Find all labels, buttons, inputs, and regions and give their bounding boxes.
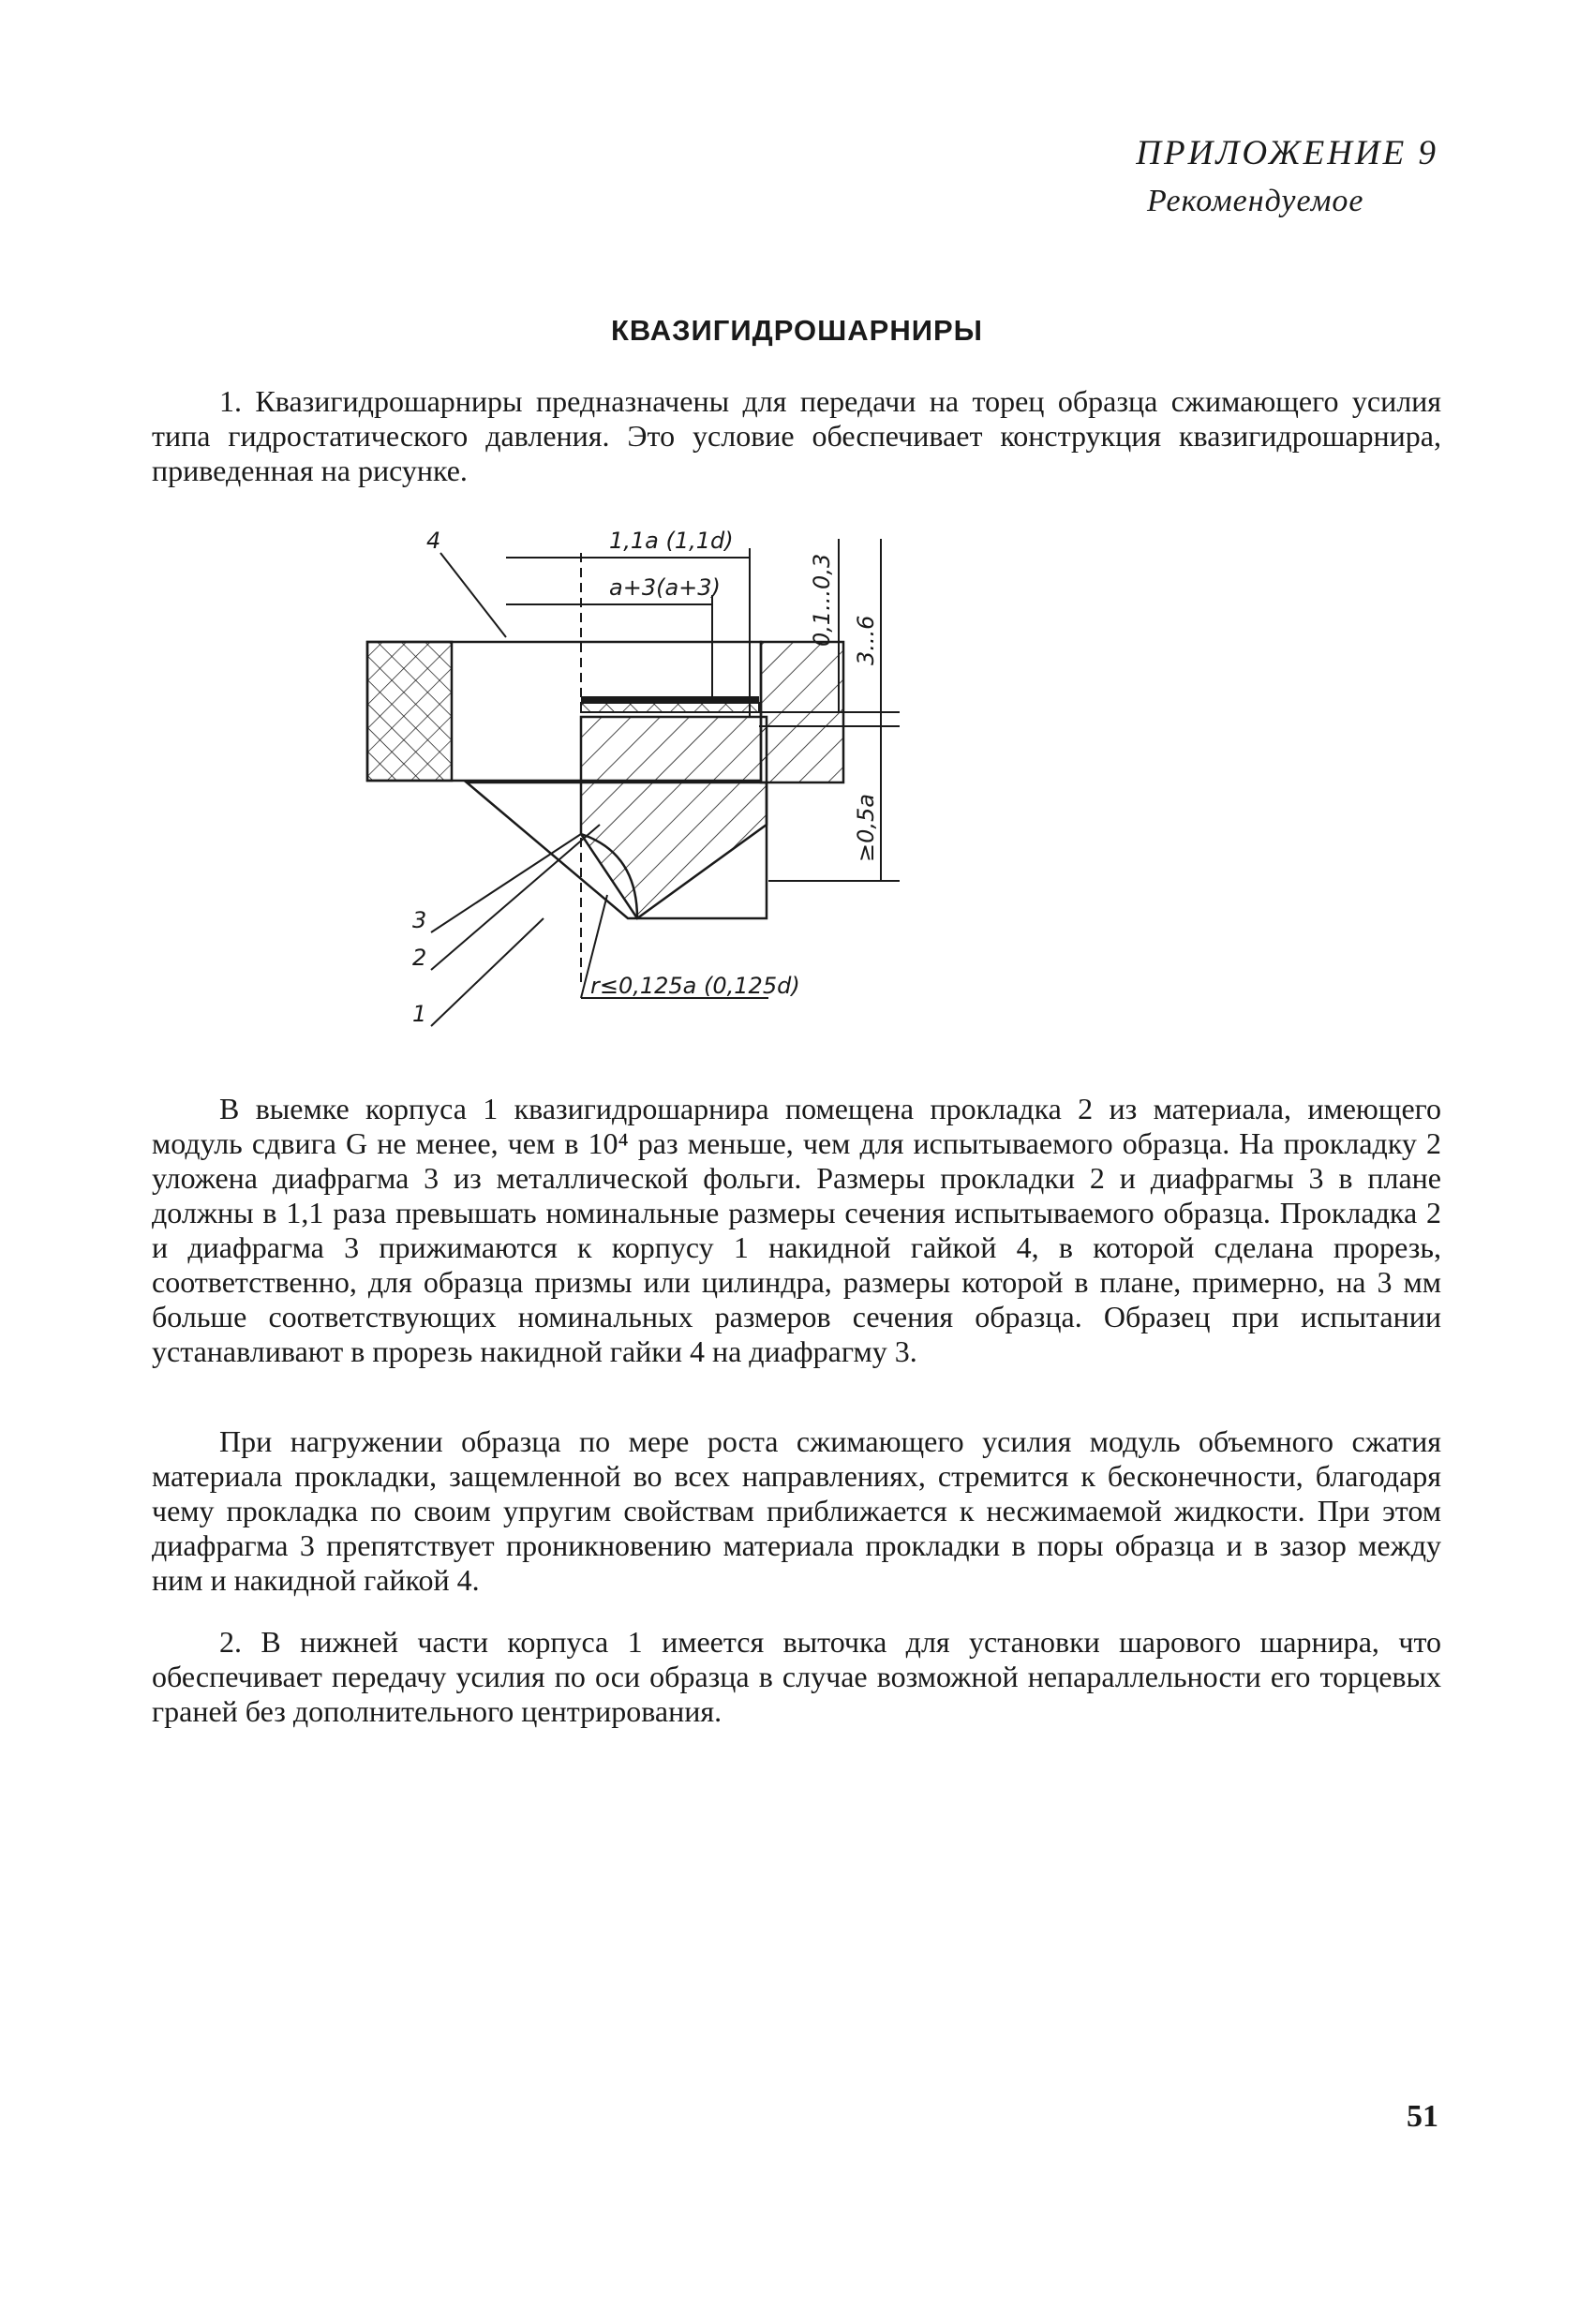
page-number: 51: [1407, 2099, 1438, 2134]
dim-v3-label: ≥0,5a: [853, 794, 879, 862]
nut-knurl-section: [367, 642, 452, 781]
leader-part1: [431, 918, 544, 1026]
paragraph-construction-text: В выемке корпуса 1 квазигидрошарнира помещена прокладка 2 из материала, имеющего модуль сдвига G не менее, чем в 10⁴ раз меньше, чем для испытываемого образца. На прокладку 2 уложена диафрагма 3 из металлической фольги. Размеры прокладки 2 и диафрагмы 3 в плане должны в 1,1 раза превышать номинальные размеры сечения испытываемого образца. Прокладка 2 и диафрагма 3 прижимаются к корпусу 1 накидной гайкой 4, в которой сделана прорезь, соответственно, для образца призмы или цилиндра, размеры которой в плане, примерно, на 3 мм больше соответствующих номинальных размеров сечения образца. Образец при испытании устанавливают в прорезь накидной гайки 4 на диафрагму 3.: [152, 1092, 1441, 1368]
paragraph-intro: [152, 384, 1441, 488]
paragraph-loading: [152, 1424, 1441, 1598]
part1-label: 1: [412, 1001, 427, 1027]
dim-v2-label: 3...6: [853, 615, 879, 665]
radius-label: r≤0,125a (0,125d): [590, 973, 800, 999]
diaphragm-part-3: [581, 696, 759, 702]
dim-second-label: a+3(a+3): [609, 574, 721, 601]
housing-part-1: [467, 717, 767, 918]
paragraph-intro-text: 1. Квазигидрошарниры предназначены для передачи на торец образца сжимающего усилия типа гидростатического давления. Это условие обеспечивает конструкция квазигидрошарнира, приведенная на рисунке.: [152, 384, 1441, 487]
housing-hatched-section: [581, 717, 767, 918]
appendix-status: Рекомендуемое: [1147, 184, 1364, 218]
quasi-hinge-drawing: [356, 525, 1218, 1050]
part3-label: 3: [412, 907, 427, 933]
leader-part4: [440, 553, 506, 637]
leader-part3: [431, 834, 581, 932]
appendix-heading: ПРИЛОЖЕНИЕ 9: [1136, 134, 1438, 172]
page-title: КВАЗИГИДРОШАРНИРЫ: [610, 314, 984, 347]
dim-top-label: 1,1a (1,1d): [609, 528, 734, 554]
paragraph-lower-part-text: 2. В нижней части корпуса 1 имеется выточка для установки шарового шарнира, что обеспечивает передачу усилия по оси образца в случае возможной непараллельности его торцевых граней без дополнительного центрирования.: [152, 1625, 1441, 1728]
part4-label: 4: [426, 528, 441, 554]
paragraph-loading-text: При нагружении образца по мере роста сжимающего усилия модуль объемного сжатия материала прокладки, защемленной во всех направлениях, стремится к бесконечности, благодаря чему прокладка по своим упругим свойствам приближается к несжимаемой жидкости. При этом диафрагма 3 препятствует проникновению материала прокладки в поры образца и в зазор между ним и накидной гайкой 4.: [152, 1424, 1441, 1597]
paragraph-construction: [152, 1092, 1441, 1369]
leader-part2: [431, 825, 600, 970]
dim-v1-label: 0,1...0,3: [809, 553, 835, 647]
gasket-part-2: [581, 703, 759, 712]
part2-label: 2: [412, 945, 427, 971]
paragraph-lower-part: [152, 1625, 1441, 1729]
